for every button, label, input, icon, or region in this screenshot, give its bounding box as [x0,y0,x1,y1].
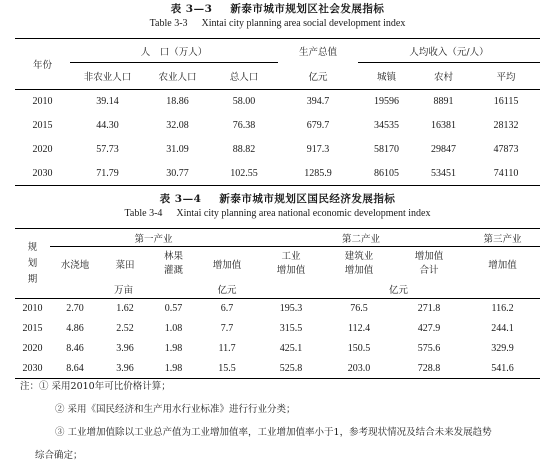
cell-total: 76.38 [232,120,256,131]
cell-construction-added: 150.5 [347,343,371,354]
header-plan-char-1: 规 [27,241,38,253]
cell-average: 16115 [493,96,519,108]
cell-total: 102.55 [210,162,278,186]
cell-urban: 19596 [374,96,399,108]
header-plan-char-3: 期 [27,273,38,285]
cell-urban: 34535 [374,120,399,131]
header-construction-line-2: 增加值 [344,264,374,276]
cell-agri: 30.77 [145,162,210,186]
cell-primary-added: 11.7 [218,343,236,354]
header-tertiary-added-value: 增加值 [488,259,517,271]
cell-secondary-total: 728.8 [393,359,465,379]
table2-number-en: Table 3-4 [124,208,163,219]
header-orchard-line-2: 灌溉 [163,264,183,276]
table1-number-en: Table 3-3 [149,18,188,29]
table2-caption-en: Xintai city planning area national economic development index [176,208,431,219]
header-gdp-group: 生产总值 [278,39,358,63]
cell-rural: 8891 [433,96,454,108]
header-secondary-total-line-2: 合计 [419,264,439,276]
cell-primary-added: 6.7 [220,303,234,315]
cell-average: 47873 [493,144,519,155]
header-tertiary-industry: 第三产业 [465,229,540,247]
header-plan-period [15,229,50,299]
table-row [15,339,540,359]
header-year: 年份 [15,39,70,90]
header-industry-line-2: 增加值 [276,264,306,276]
header-primary-added-value: 增加值 [212,259,242,271]
note-2: ② 采用《国民经济和生产用水行业标准》进行行业分类； [55,404,296,415]
cell-gdp: 1285.9 [278,162,358,186]
cell-irrigated: 4.86 [66,323,84,334]
cell-vegetable: 3.96 [116,343,134,354]
header-industry-added-value [257,247,325,281]
cell-vegetable: 2.52 [116,323,134,334]
cell-tertiary-added: 116.2 [491,303,514,315]
cell-total: 88.82 [232,144,256,155]
cell-year: 2010 [32,96,53,108]
header-unit-mu: 万亩 [50,281,197,299]
cell-secondary-total: 271.8 [417,303,441,315]
cell-tertiary-added: 541.6 [465,359,540,379]
header-orchard-line-1: 林果 [163,250,183,262]
cell-primary-added: 7.7 [220,323,234,334]
table-row [15,90,540,114]
header-population-group: 人 口（万人） [70,39,278,63]
header-urban-income: 城镇 [358,63,415,90]
cell-industry-added: 195.3 [279,303,303,315]
note-1 [20,375,545,398]
table1-caption-cn: 新泰市城市规划区社会发展指标 [230,3,385,15]
cell-agri: 31.09 [166,144,189,155]
note-3: ③ 工业增加值除以工业总产值为工业增加值率，工业增加值率小于1，参考现状情况及结合未来发展趋势 [55,427,492,438]
header-industry-line-1: 工业 [281,250,301,262]
cell-average: 74110 [472,162,540,186]
cell-rural: 29847 [431,144,456,155]
cell-urban: 86105 [358,162,415,186]
cell-non-agri: 44.30 [96,120,119,131]
cell-orchard: 0.57 [164,303,183,315]
cell-year: 2020 [32,144,53,155]
header-plan-char-2: 划 [27,257,38,269]
cell-year: 2010 [22,303,43,315]
cell-year: 2015 [32,120,53,131]
table2-caption-cn: 新泰市城市规划区国民经济发展指标 [219,193,396,205]
cell-construction-added: 112.4 [347,323,371,334]
cell-gdp: 679.7 [306,120,330,131]
cell-non-agri: 39.14 [96,96,119,108]
table-row [15,138,540,162]
header-vegetable-field: 菜田 [115,259,135,271]
cell-secondary-total: 427.9 [417,323,441,334]
table1-caption-en: Xintai city planning area social development index [201,18,406,29]
header-secondary-total [393,247,465,281]
header-orchard-irrigation [150,247,197,281]
cell-construction-added: 203.0 [325,359,393,379]
header-primary-industry: 第一产业 [50,229,257,247]
cell-total: 58.00 [232,96,256,108]
cell-orchard: 1.98 [164,343,183,354]
table-row [15,319,540,339]
cell-construction-added: 76.5 [350,303,368,315]
header-construction-added-value [325,247,393,281]
cell-gdp: 917.3 [306,144,330,155]
header-irrigated-land: 水浇地 [60,259,90,271]
note-3-continued: 综合确定； [35,450,83,461]
cell-rural: 16381 [431,120,456,131]
header-secondary-industry: 第二产业 [257,229,465,247]
cell-industry-added: 315.5 [279,323,303,334]
header-agri-pop: 农业人口 [145,63,210,90]
header-average-income: 平均 [472,63,540,90]
header-construction-line-1: 建筑业 [344,250,374,262]
table-row [15,162,540,186]
cell-year: 2030 [15,359,50,379]
table2-title-en [0,208,555,219]
cell-year: 2020 [22,343,43,354]
cell-year: 2030 [15,162,70,186]
table1-number-cn: 表 3—3 [170,3,213,15]
cell-orchard: 1.98 [150,359,197,379]
cell-non-agri: 57.73 [96,144,119,155]
table-row [15,299,540,319]
header-unit-yi-secondary: 亿元 [257,281,540,299]
cell-gdp: 394.7 [306,96,330,108]
header-income-group: 人均收入（元/人） [358,39,540,63]
cell-tertiary-added: 244.1 [491,323,514,334]
cell-rural: 53451 [415,162,472,186]
economic-development-table [15,228,540,379]
header-non-agri-pop: 非农业人口 [70,63,145,90]
cell-urban: 58170 [374,144,399,155]
cell-vegetable: 1.62 [116,303,134,315]
table2-number-cn: 表 3—4 [159,193,202,205]
cell-tertiary-added: 329.9 [491,343,514,354]
cell-orchard: 1.08 [164,323,183,334]
cell-primary-added: 15.5 [197,359,257,379]
cell-irrigated: 2.70 [66,303,84,315]
note-1-text: ① 采用2010年可比价格计算； [39,381,171,392]
header-secondary-total-line-1: 增加值 [414,250,444,262]
table1-title-en [0,18,555,29]
cell-irrigated: 8.64 [50,359,100,379]
cell-industry-added: 525.8 [257,359,325,379]
cell-average: 28132 [493,120,519,131]
cell-irrigated: 8.46 [66,343,84,354]
cell-non-agri: 71.79 [70,162,145,186]
cell-industry-added: 425.1 [279,343,303,354]
header-gdp-unit: 亿元 [278,63,358,90]
header-unit-yi-primary: 亿元 [197,281,257,299]
note-prefix: 注： [20,381,40,392]
table2-title-cn [0,191,555,206]
cell-year: 2015 [22,323,43,334]
cell-agri: 18.86 [166,96,189,108]
table-row [15,114,540,138]
table-notes [20,375,545,467]
social-development-table [15,38,540,186]
cell-agri: 32.08 [166,120,189,131]
header-total-pop: 总人口 [210,63,278,90]
header-rural-income: 农村 [415,63,472,90]
cell-secondary-total: 575.6 [417,343,441,354]
cell-vegetable: 3.96 [100,359,150,379]
table1-title-cn [0,1,555,16]
